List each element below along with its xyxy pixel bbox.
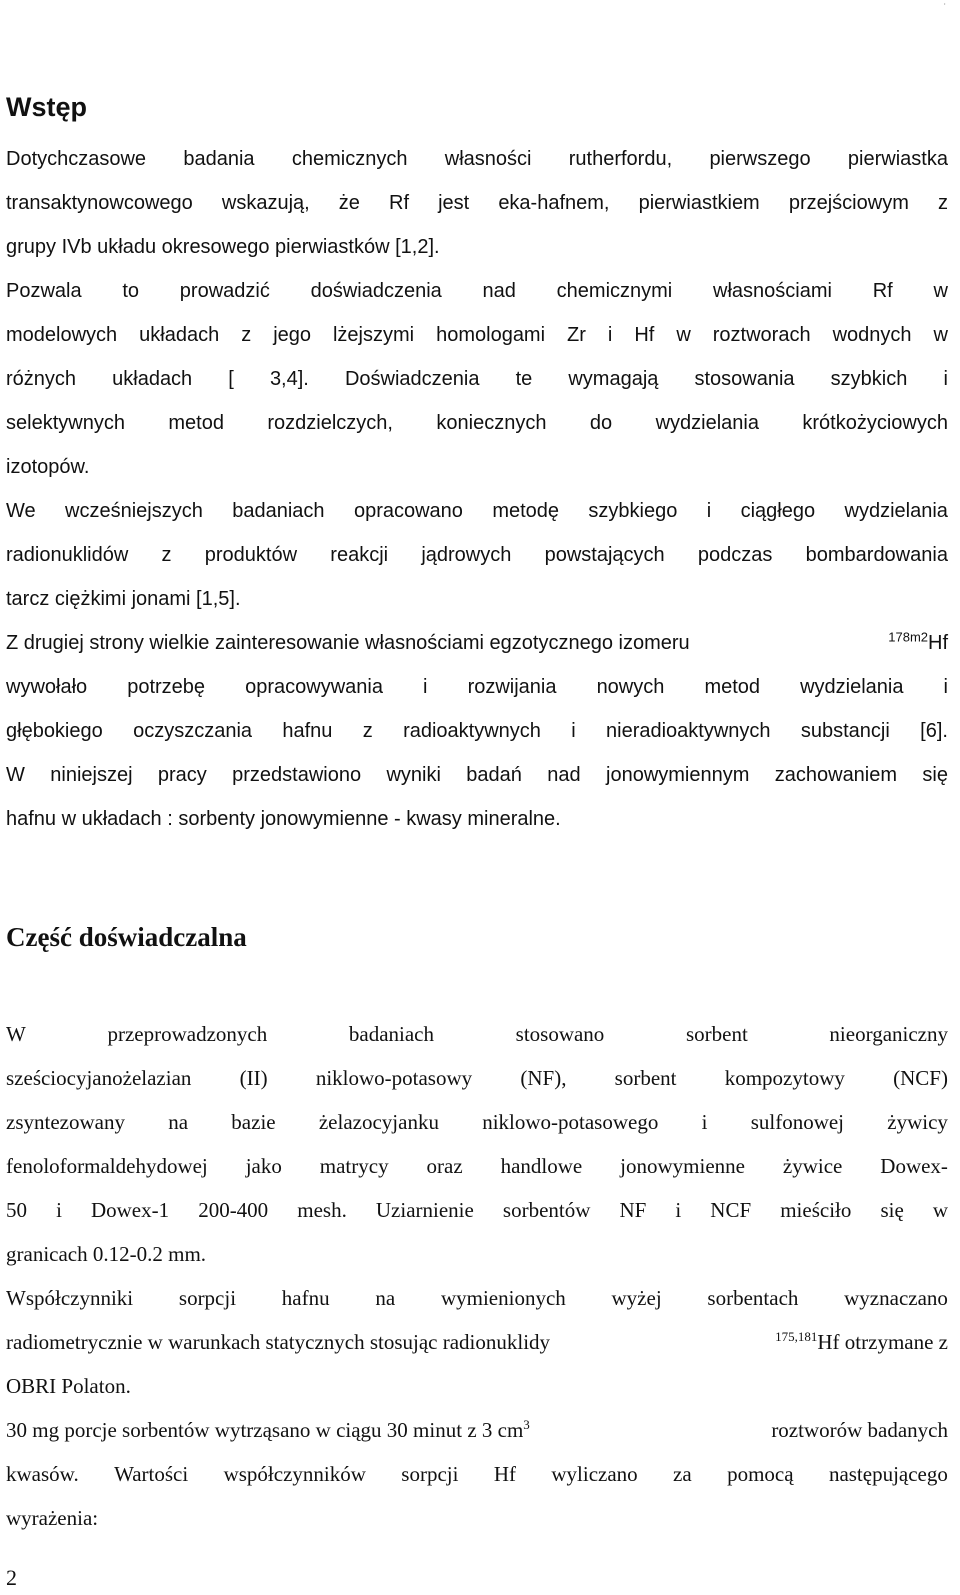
word: rozdzielczych, — [267, 412, 393, 434]
word: wyliczano — [551, 1462, 638, 1486]
word: Rf — [389, 192, 409, 214]
word: sulfonowej — [750, 1110, 845, 1134]
word: bazie — [231, 1110, 276, 1134]
word: NF — [619, 1198, 647, 1222]
word: z — [241, 324, 252, 346]
text-line: wyrażenia: — [6, 1506, 99, 1530]
element-symbol: Hf — [928, 632, 948, 654]
text-segment: Z drugiej strony wielkie zainteresowanie własnościami egzotycznego izomeru — [6, 632, 690, 654]
word: jako — [245, 1154, 282, 1178]
word: szybkich — [830, 368, 908, 390]
word: szybkiego — [588, 500, 678, 522]
isotope-mass-superscript: 175,181 — [775, 1329, 818, 1344]
word: jądrowych — [421, 544, 512, 566]
word: zachowaniem — [774, 764, 898, 786]
word: pomocą — [727, 1462, 794, 1486]
page-number: 2 — [6, 1565, 17, 1590]
word: żywicy — [887, 1110, 948, 1134]
text-line — [6, 1196, 948, 1224]
word: Hf — [634, 324, 655, 346]
word: niklowo-potasowego — [482, 1110, 659, 1134]
text-line — [6, 145, 948, 173]
word: badania — [183, 148, 255, 170]
word: stosowano — [515, 1022, 605, 1046]
word: kwasów. — [6, 1462, 79, 1486]
word: do — [589, 412, 613, 434]
text-segment: 30 mg porcje sorbentów wytrząsano w ciągu 30 minut z 3 cm — [6, 1418, 524, 1442]
text-segment: Hf otrzymane z — [817, 1330, 948, 1354]
word: badań — [466, 764, 522, 786]
section-heading-introduction: Wstęp — [6, 92, 87, 122]
word: wymienionych — [440, 1286, 566, 1310]
word: wcześniejszych — [65, 500, 203, 522]
word: w — [932, 1198, 948, 1222]
word: matrycy — [319, 1154, 389, 1178]
text-segment: radiometrycznie w warunkach statycznych stosując radionuklidy — [6, 1330, 551, 1354]
word: [ — [228, 368, 234, 390]
word: metod — [704, 676, 761, 698]
word: niniejszej — [50, 764, 133, 786]
word: metod — [168, 412, 224, 434]
text-line — [6, 761, 948, 789]
word: stosowania — [694, 368, 795, 390]
word: produktów — [204, 544, 298, 566]
word: przedstawiono — [232, 764, 362, 786]
word: układach — [139, 324, 220, 346]
word: i — [701, 1110, 708, 1134]
word: 200-400 — [198, 1198, 269, 1222]
word: selektywnych — [6, 412, 125, 434]
word: 3,4]. — [269, 368, 309, 390]
word: podczas — [697, 544, 773, 566]
text-line: OBRI Polaton. — [6, 1374, 131, 1398]
word: Rf — [872, 280, 893, 302]
word: niklowo-potasowy — [315, 1066, 473, 1090]
text-line — [6, 1416, 948, 1444]
word: wydzielania — [844, 500, 948, 522]
word: i — [607, 324, 613, 346]
word: Zr — [567, 324, 586, 346]
unit-exponent-superscript: 3 — [523, 1417, 530, 1432]
word: [6]. — [920, 720, 948, 742]
word: wskazują, — [221, 192, 310, 214]
word: sorbent — [614, 1066, 677, 1090]
word: Doświadczenia — [344, 368, 480, 390]
text-line: izotopów. — [6, 456, 90, 478]
word: koniecznych — [436, 412, 547, 434]
word: Wartości — [114, 1462, 189, 1486]
text-line: grupy IVb układu okresowego pierwiastków [1,2]. — [6, 236, 440, 258]
word: prowadzić — [179, 280, 270, 302]
word: nieorganiczny — [829, 1022, 948, 1046]
word: (NCF) — [893, 1066, 948, 1090]
isotope-label — [775, 1328, 948, 1356]
word: kompozytowy — [724, 1066, 845, 1090]
text-line — [6, 409, 948, 437]
word: wodnych — [832, 324, 912, 346]
word: przejściowym — [788, 192, 909, 214]
word: hafnu — [282, 720, 333, 742]
word: własnościami — [713, 280, 832, 302]
text-line — [6, 1460, 948, 1488]
word: We — [6, 500, 36, 522]
word: wyznaczano — [844, 1286, 948, 1310]
word: i — [56, 1198, 62, 1222]
word: opracowano — [353, 500, 463, 522]
word: modelowych — [6, 324, 118, 346]
text-line: hafnu w układach : sorbenty jonowymienne - kwasy mineralne. — [6, 808, 561, 830]
word: głębokiego — [6, 720, 103, 742]
word: mieściło — [780, 1198, 852, 1222]
text-line — [6, 1284, 948, 1312]
text-line — [6, 365, 948, 393]
word: badaniach — [232, 500, 325, 522]
corner-mark: · — [943, 0, 946, 9]
text-line — [6, 1328, 948, 1356]
word: Uziarnienie — [375, 1198, 474, 1222]
word: substancji — [800, 720, 890, 742]
word: opracowywania — [245, 676, 383, 698]
word: i — [943, 368, 948, 390]
word: i — [675, 1198, 682, 1222]
word: Dowex- — [880, 1154, 948, 1178]
word: sześciocyjanożelazian — [6, 1066, 192, 1090]
word: nad — [482, 280, 516, 302]
word: Współczynniki — [6, 1286, 134, 1310]
text-segment — [6, 1416, 530, 1444]
text-line — [6, 1108, 948, 1136]
word: układach — [112, 368, 193, 390]
word: oczyszczania — [133, 720, 253, 742]
word: sorpcji — [401, 1462, 459, 1486]
word: potrzebę — [127, 676, 206, 698]
word: hafnu — [281, 1286, 330, 1310]
word: i — [423, 676, 428, 698]
text-line — [6, 1152, 948, 1180]
word: sorbentach — [707, 1286, 799, 1310]
word: z — [362, 720, 373, 742]
word: wydzielania — [800, 676, 904, 698]
word: homologami — [436, 324, 546, 346]
word: Pozwala — [6, 280, 82, 302]
word: fenoloformaldehydowej — [6, 1154, 208, 1178]
word: reakcji — [330, 544, 389, 566]
word: badaniach — [348, 1022, 434, 1046]
word: jego — [273, 324, 311, 346]
word: wydzielania — [655, 412, 759, 434]
word: pierwiastkiem — [638, 192, 760, 214]
word: Hf — [493, 1462, 516, 1486]
word: się — [880, 1198, 904, 1222]
word: sorbent — [685, 1022, 748, 1046]
word: jonowymienne — [620, 1154, 745, 1178]
word: transaktynowcowego — [6, 192, 193, 214]
word: te — [515, 368, 533, 390]
text-line — [6, 321, 948, 349]
word: 50 — [6, 1198, 27, 1222]
word: (II) — [239, 1066, 268, 1090]
word: (NF), — [520, 1066, 567, 1090]
word: nieradioaktywnych — [606, 720, 771, 742]
word: metodę — [492, 500, 560, 522]
word: krótkożyciowych — [802, 412, 948, 434]
word: chemicznych — [291, 148, 408, 170]
word: żywice — [782, 1154, 843, 1178]
word: radioaktywnych — [403, 720, 541, 742]
word: pracy — [157, 764, 207, 786]
word: i — [943, 676, 948, 698]
word: lżejszymi — [332, 324, 415, 346]
isotope-label — [888, 629, 948, 657]
word: i — [706, 500, 712, 522]
word: na — [168, 1110, 189, 1134]
word: wyżej — [611, 1286, 662, 1310]
text-line: tarcz ciężkimi jonami [1,5]. — [6, 588, 241, 610]
word: powstających — [544, 544, 665, 566]
word: w — [933, 324, 948, 346]
word: pierwiastka — [847, 148, 948, 170]
word: NCF — [710, 1198, 752, 1222]
word: że — [338, 192, 360, 214]
text-line — [6, 277, 948, 305]
word: Dowex-1 — [90, 1198, 170, 1222]
word: Dotychczasowe — [6, 148, 147, 170]
text-line — [6, 673, 948, 701]
word: wyniki — [386, 764, 441, 786]
word: rutherfordu, — [568, 148, 673, 170]
word: na — [375, 1286, 396, 1310]
text-line: granicach 0.12-0.2 mm. — [6, 1242, 207, 1266]
text-line — [6, 1064, 948, 1092]
word: W — [6, 764, 25, 786]
word: chemicznymi — [556, 280, 673, 302]
word: doświadczenia — [310, 280, 442, 302]
word: bombardowania — [805, 544, 948, 566]
word: wymagają — [568, 368, 659, 390]
text-line — [6, 1020, 948, 1048]
word: z — [161, 544, 172, 566]
word: radionuklidów — [6, 544, 129, 566]
word: jonowymiennym — [606, 764, 750, 786]
text-line — [6, 189, 948, 217]
word: się — [922, 764, 948, 786]
word: współczynników — [223, 1462, 366, 1486]
word: roztworach — [712, 324, 811, 346]
word: za — [673, 1462, 692, 1486]
word: z — [937, 192, 948, 214]
isotope-mass-superscript: 178m2 — [888, 629, 928, 645]
word: przeprowadzonych — [107, 1022, 268, 1046]
word: w — [933, 280, 948, 302]
text-line — [6, 497, 948, 525]
word: nowych — [596, 676, 665, 698]
word: mesh. — [297, 1198, 347, 1222]
word: rozwijania — [467, 676, 557, 698]
word: W — [6, 1022, 26, 1046]
word: sorbentów — [502, 1198, 591, 1222]
word: w — [676, 324, 691, 346]
text-line — [6, 541, 948, 569]
word: oraz — [426, 1154, 463, 1178]
word: handlowe — [500, 1154, 583, 1178]
word: różnych — [6, 368, 77, 390]
word: jest — [438, 192, 470, 214]
word: to — [122, 280, 140, 302]
word: zsyntezowany — [6, 1110, 125, 1134]
word: pierwszego — [709, 148, 811, 170]
word: nad — [547, 764, 581, 786]
word: eka-hafnem, — [498, 192, 610, 214]
word: sorpcji — [178, 1286, 237, 1310]
word: i — [571, 720, 576, 742]
word: następującego — [828, 1462, 948, 1486]
text-segment: roztworów badanych — [771, 1418, 948, 1442]
word: ciągłego — [740, 500, 816, 522]
text-line — [6, 629, 948, 657]
word: własności — [444, 148, 532, 170]
section-heading-experimental: Część doświadczalna — [6, 922, 247, 952]
text-line — [6, 717, 948, 745]
word: wywołało — [6, 676, 88, 698]
word: żelazocyjanku — [318, 1110, 439, 1134]
